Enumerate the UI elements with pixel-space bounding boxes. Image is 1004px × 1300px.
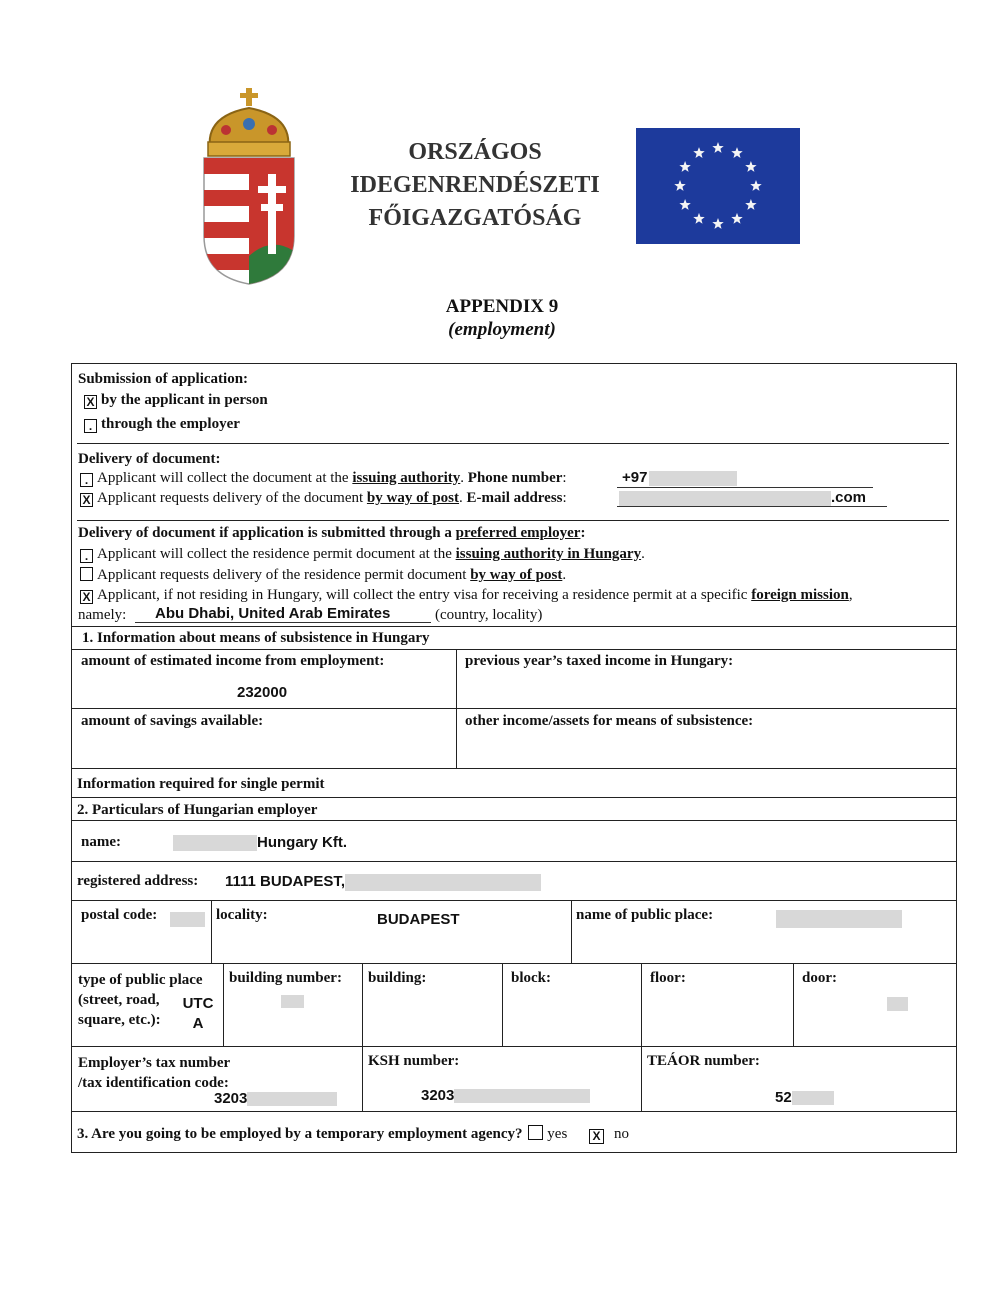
public-place-label: name of public place: (576, 907, 714, 923)
permit-by-post-link: by way of post (470, 567, 563, 583)
delivery-row1-text: Applicant will collect the document at the (97, 470, 353, 486)
delivery-row-post[interactable] (80, 490, 567, 507)
type-label-line1: type of public place (78, 972, 203, 988)
coat-of-arms-icon (196, 86, 304, 286)
checkbox-delivery-post[interactable]: X (80, 493, 93, 507)
redacted-postal-code (170, 912, 205, 927)
redacted-building-number (281, 995, 304, 1008)
phone-number-value[interactable] (622, 469, 737, 486)
tax-label-line1: Employer’s tax number (78, 1055, 231, 1071)
submission-option-in-person[interactable] (84, 392, 268, 409)
type-value-line1: UTC (182, 995, 214, 1012)
appendix-title: APPENDIX 9 (445, 296, 559, 317)
ksh-number-text: 3203 (421, 1087, 455, 1104)
preferred-row-mission[interactable] (80, 587, 853, 604)
type-public-place-value[interactable] (180, 994, 216, 1034)
checkbox-permit-post[interactable] (80, 567, 93, 581)
email-address-label: E-mail address (466, 490, 563, 506)
preferred-row-authority[interactable] (80, 546, 645, 563)
redacted-teaor-number (792, 1091, 834, 1105)
email-address-value[interactable] (619, 489, 866, 506)
in-person-label: by the applicant in person (101, 392, 268, 408)
authority-line-3: FŐIGAZGATÓSÁG (368, 205, 582, 231)
employer-name-text: Hungary Kft. (257, 834, 347, 851)
preferred-row1-text: Applicant will collect the residence permit document at the (97, 546, 456, 562)
postal-code-label: postal code: (81, 907, 158, 923)
type-label-line3: square, etc.): (78, 1012, 161, 1028)
taxed-income-label: previous year’s taxed income in Hungary: (465, 653, 734, 669)
delivery-row2-text: Applicant requests delivery of the document (97, 490, 367, 506)
preferred-heading (78, 525, 585, 542)
foreign-mission-link: foreign mission (751, 587, 849, 603)
teaor-number-label: TEÁOR number: (647, 1053, 760, 1069)
namely-value[interactable]: Abu Dhabi, United Arab Emirates (155, 605, 391, 622)
income-label: amount of estimated income from employment: (81, 653, 385, 669)
preferred-row3-end: , (848, 587, 853, 603)
income-value[interactable]: 232000 (237, 684, 288, 701)
single-permit-heading: Information required for single permit (77, 776, 325, 792)
section1-title: 1. Information about means of subsistence in Hungary (82, 630, 430, 646)
preferred-row1-end: . (641, 546, 645, 562)
phone-colon: : (562, 470, 567, 486)
preferred-row2-text: Applicant requests delivery of the residence permit document (97, 567, 471, 583)
redacted-public-place (776, 910, 902, 928)
redacted-tax-number (247, 1092, 337, 1106)
by-post-link: by way of post (366, 490, 460, 506)
door-label: door: (802, 970, 837, 986)
employer-name-label: name: (81, 834, 121, 850)
authority-line-1: ORSZÁGOS (408, 139, 542, 165)
address-text: 1111 BUDAPEST, (225, 873, 346, 890)
building-number-label: building number: (229, 970, 342, 986)
email-domain: .com (831, 489, 867, 506)
eu-flag-icon (636, 128, 800, 244)
locality-value[interactable]: BUDAPEST (377, 911, 460, 928)
type-label-line2: (street, road, (78, 992, 160, 1008)
redacted-ksh-number (454, 1089, 590, 1103)
type-value-line2: A (192, 1015, 204, 1032)
employer-name-value[interactable] (173, 834, 347, 851)
delivery-heading: Delivery of document: (78, 451, 221, 467)
email-colon: : (562, 490, 567, 506)
checkbox-collect-hungary[interactable]: . (80, 549, 93, 563)
registered-address-value[interactable] (225, 873, 541, 891)
tax-label-line2: /tax identification code: (78, 1075, 229, 1091)
tax-number-label (78, 1053, 230, 1093)
submission-heading: Submission of application: (78, 371, 249, 387)
preferred-heading-colon: : (580, 525, 586, 541)
delivery-row2-sep: . (459, 490, 467, 506)
namely-label: namely: (78, 607, 127, 623)
section2-title: 2. Particulars of Hungarian employer (77, 802, 318, 818)
yes-label: yes (547, 1126, 568, 1142)
issuing-authority-link: issuing authority (352, 470, 461, 486)
checkbox-temp-agency-no[interactable]: X (589, 1129, 604, 1144)
redacted-employer-name (173, 835, 257, 851)
checkbox-collect-authority[interactable]: . (80, 473, 93, 487)
redacted-phone (649, 471, 737, 486)
no-label: no (614, 1126, 630, 1142)
redacted-address (345, 874, 541, 891)
delivery-row1-sep: . (460, 470, 468, 486)
checkbox-in-person[interactable]: X (84, 395, 97, 409)
tax-number-value[interactable] (214, 1090, 337, 1107)
building-label: building: (368, 970, 427, 986)
ksh-number-value[interactable] (421, 1087, 590, 1104)
tax-number-text: 3203 (214, 1090, 248, 1107)
phone-prefix: +97 (622, 469, 648, 486)
temp-agency-question: 3. Are you going to be employed by a temporary employment agency? (77, 1126, 523, 1142)
redacted-door (887, 997, 908, 1011)
checkbox-through-employer[interactable]: . (84, 419, 97, 433)
preferred-row2-end: . (562, 567, 567, 583)
temp-agency-question-row (77, 1125, 629, 1144)
locality-label: locality: (216, 907, 268, 923)
floor-label: floor: (650, 970, 686, 986)
teaor-number-text: 52 (775, 1089, 792, 1106)
issuing-authority-name (330, 136, 620, 235)
appendix-subtitle: (employment) (448, 319, 556, 340)
redacted-email (619, 491, 831, 506)
savings-label: amount of savings available: (81, 713, 264, 729)
through-employer-label: through the employer (101, 416, 240, 432)
preferred-employer-link: preferred employer (455, 525, 581, 541)
preferred-heading-text: Delivery of document if application is submitted through a (78, 525, 456, 541)
other-income-label: other income/assets for means of subsistence: (465, 713, 754, 729)
checkbox-temp-agency-yes[interactable] (528, 1125, 543, 1140)
submission-option-employer[interactable] (84, 416, 240, 433)
ksh-number-label: KSH number: (368, 1053, 460, 1069)
issuing-authority-hungary-link: issuing authority in Hungary (455, 546, 642, 562)
checkbox-foreign-mission[interactable]: X (80, 590, 93, 604)
block-label: block: (511, 970, 552, 986)
namely-suffix: (country, locality) (435, 607, 543, 623)
preferred-row3-text: Applicant, if not residing in Hungary, will collect the entry visa for receiving a residence permit at a specific (97, 587, 752, 603)
phone-number-label: Phone number (467, 470, 563, 486)
preferred-row-post[interactable] (80, 567, 566, 584)
registered-address-label: registered address: (77, 873, 199, 889)
delivery-row-authority[interactable] (80, 470, 567, 487)
teaor-number-value[interactable] (775, 1089, 834, 1106)
authority-line-2: IDEGENRENDÉSZETI (350, 172, 600, 198)
